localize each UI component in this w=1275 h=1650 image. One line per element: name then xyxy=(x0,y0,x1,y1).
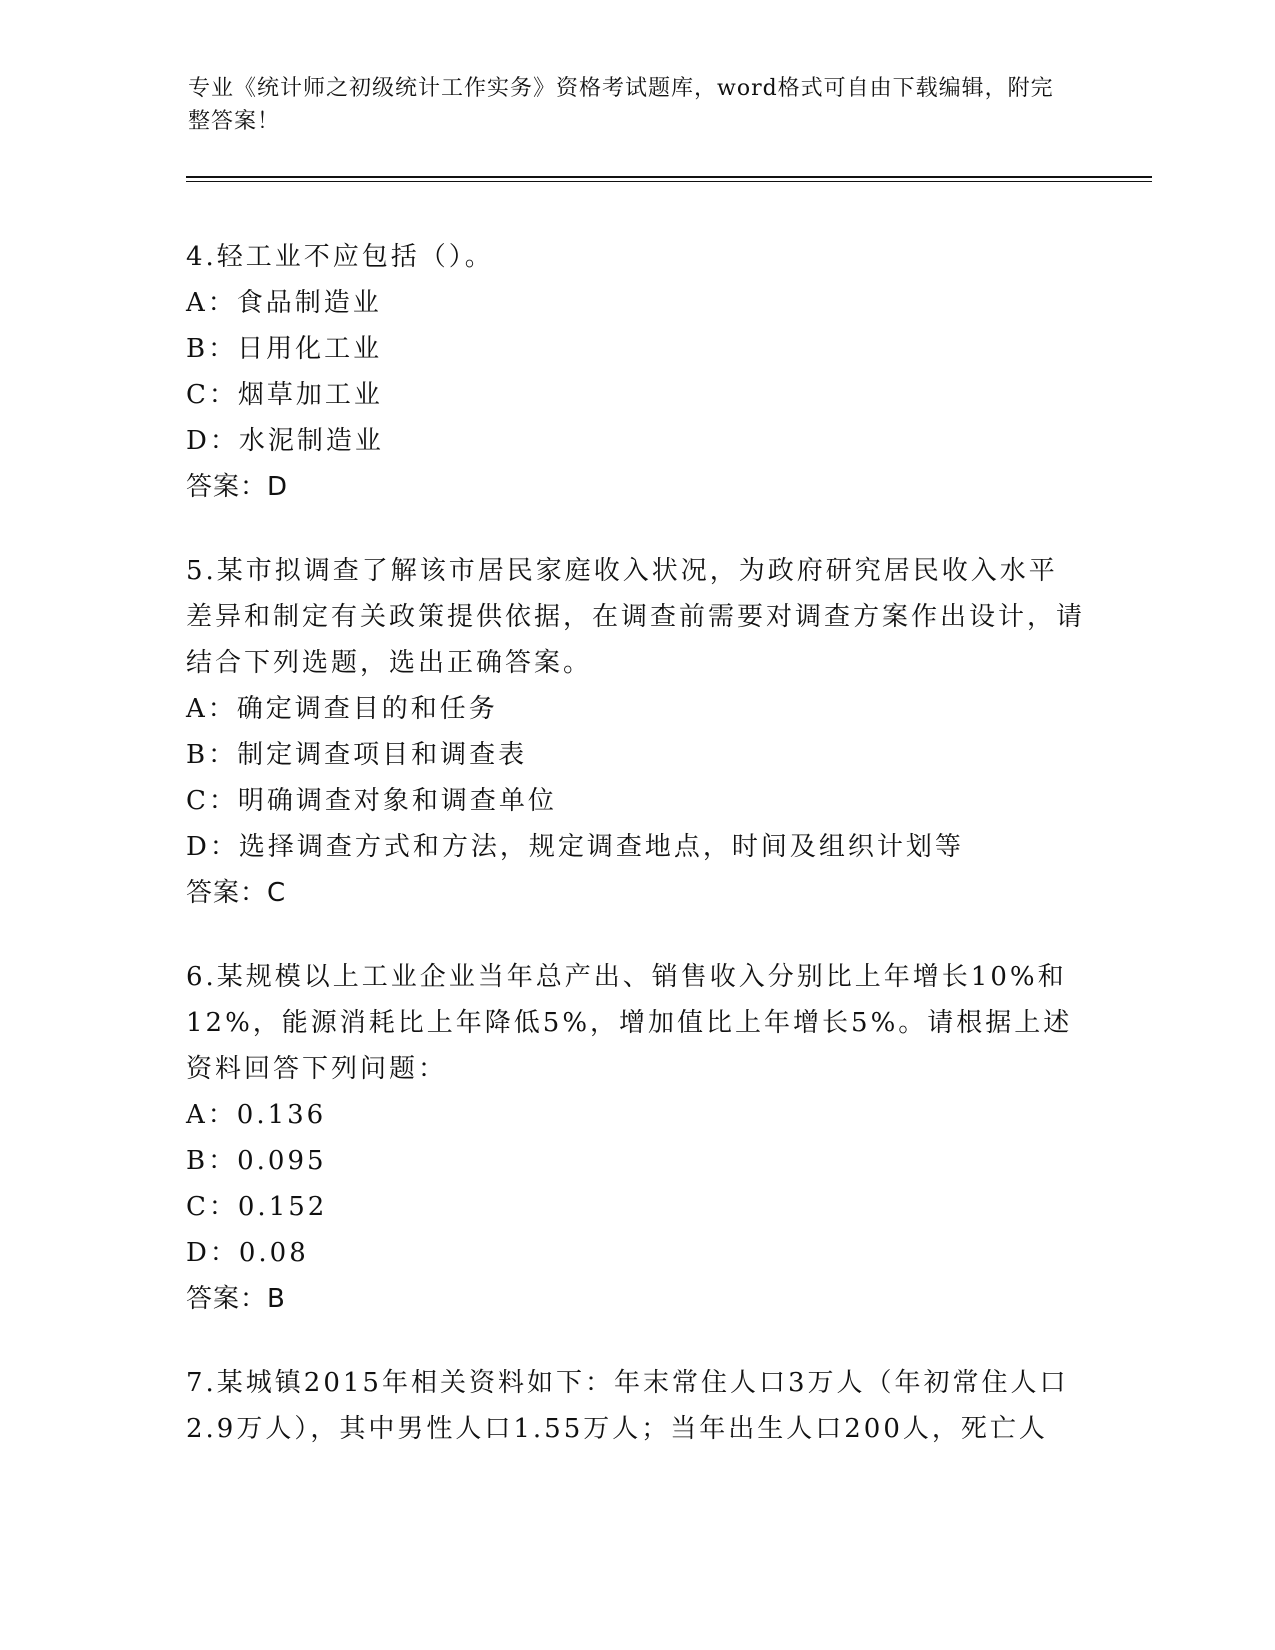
question-list xyxy=(186,234,1086,1490)
question-text: 6.某规模以上工业企业当年总产出、销售收入分别比上年增长10%和12%，能源消耗比上年降低5%，增加值比上年增长5%。请根据上述资料回答下列问题： xyxy=(186,962,1073,1084)
option-a: A：0.136 xyxy=(186,1100,327,1130)
option-b: B：制定调查项目和调查表 xyxy=(186,740,528,770)
option-a: A：食品制造业 xyxy=(186,288,382,318)
question-4 xyxy=(186,234,1086,510)
option-a: A：确定调查目的和任务 xyxy=(186,694,498,724)
answer: 答案：C xyxy=(186,878,287,908)
document-header: 专业《统计师之初级统计工作实务》资格考试题库，word格式可自由下载编辑，附完整答案！ xyxy=(188,76,1054,134)
header-divider-thin xyxy=(186,181,1152,182)
question-7 xyxy=(186,1360,1086,1452)
question-text: 7.某城镇2015年相关资料如下：年末常住人口3万人（年初常住人口2.9万人），其中男性人口1.55万人；当年出生人口200人，死亡人 xyxy=(186,1368,1069,1444)
question-6 xyxy=(186,954,1086,1322)
question-5 xyxy=(186,548,1086,916)
option-b: B：日用化工业 xyxy=(186,334,383,364)
header-divider-thick xyxy=(186,176,1152,178)
option-d: D：水泥制造业 xyxy=(186,426,384,456)
question-text: 4.轻工业不应包括（）。 xyxy=(186,242,494,272)
answer: 答案：D xyxy=(186,472,289,502)
option-d: D：选择调查方式和方法，规定调查地点，时间及组织计划等 xyxy=(186,832,964,862)
option-b: B：0.095 xyxy=(186,1146,327,1176)
answer: 答案：B xyxy=(186,1284,286,1314)
option-d: D：0.08 xyxy=(186,1238,309,1268)
question-text: 5.某市拟调查了解该市居民家庭收入状况，为政府研究居民收入水平差异和制定有关政策提供依据，在调查前需要对调查方案作出设计，请结合下列选题，选出正确答案。 xyxy=(186,556,1086,678)
option-c: C：0.152 xyxy=(186,1192,328,1222)
option-c: C：明确调查对象和调查单位 xyxy=(186,786,557,816)
option-c: C：烟草加工业 xyxy=(186,380,383,410)
